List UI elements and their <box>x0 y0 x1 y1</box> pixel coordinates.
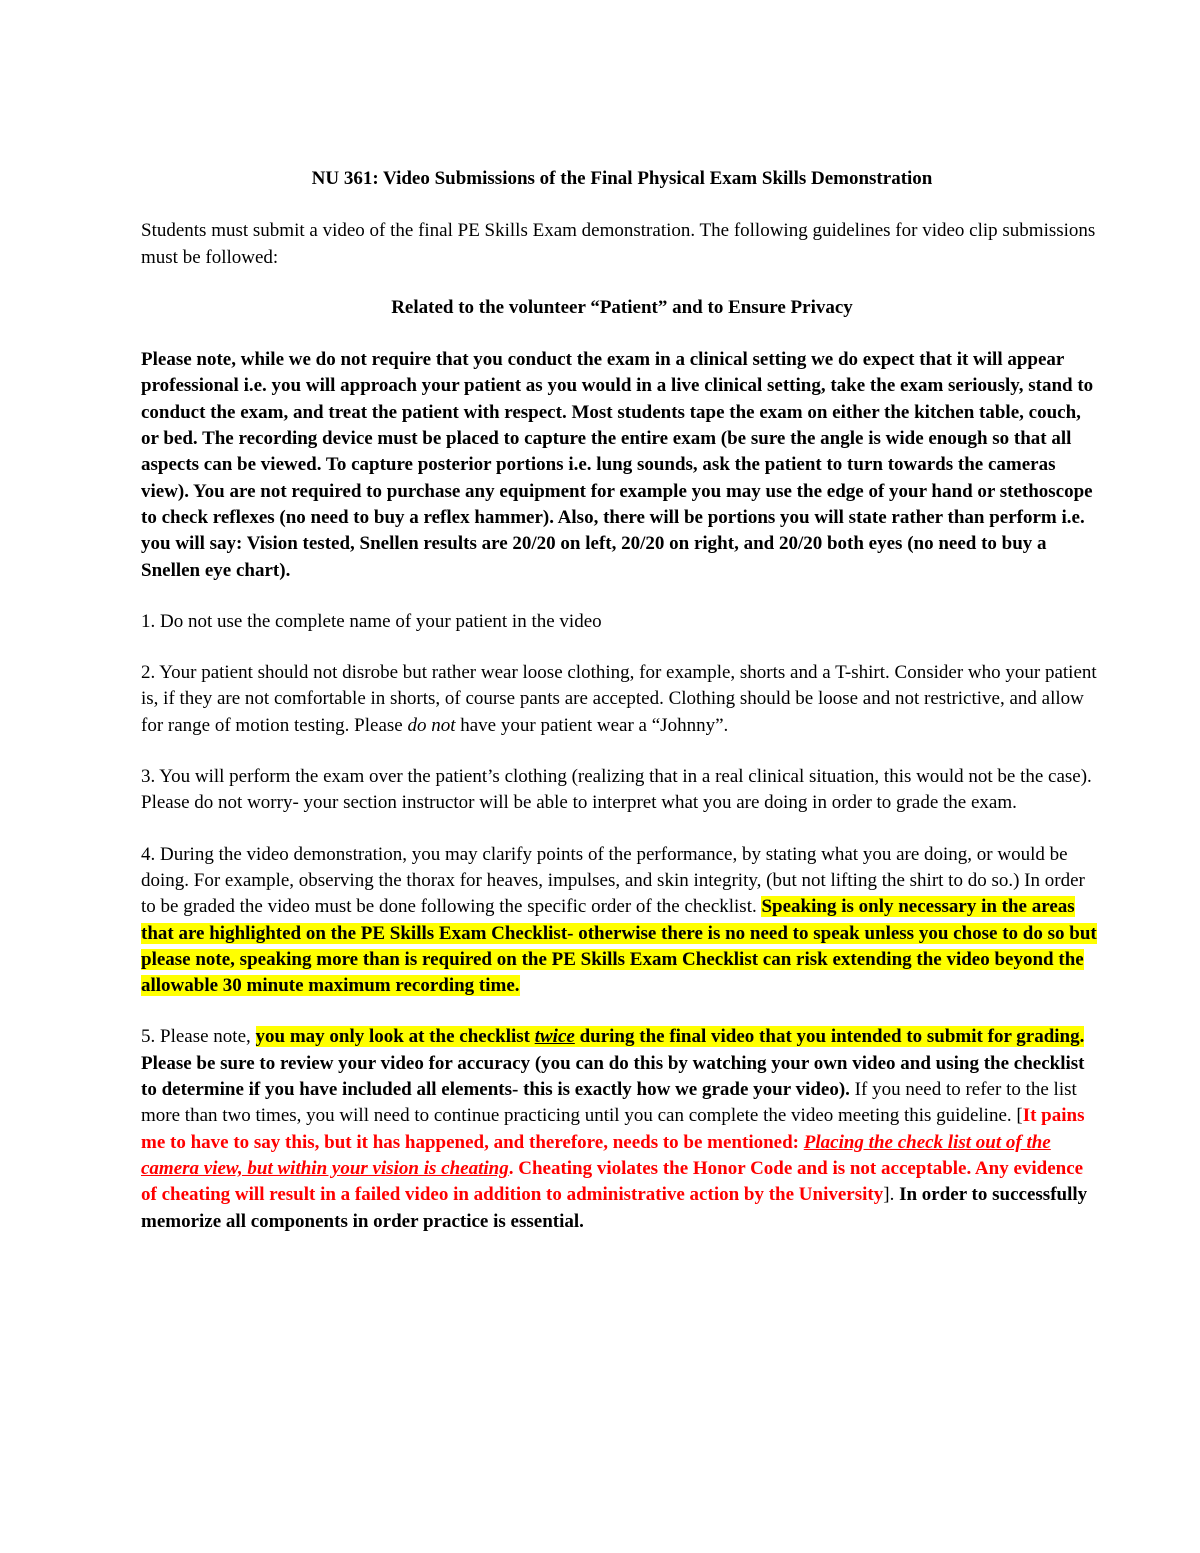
item2-text-end: have your patient wear a “Johnny”. <box>455 714 729 736</box>
item4-text: 4. During the video demonstration, you may clarify points of the performance, by stating what you are doing, or would be doing. For example, observing the thorax for heaves, impulses, and skin integrity, (but not lifting the shirt to do so.) In order to be graded the video must be done following the specific order of the checklist. <box>141 843 1085 918</box>
guideline-item-4 <box>141 842 1103 1000</box>
item5-close-bracket: ]. <box>883 1184 900 1206</box>
guideline-item-5 <box>141 1024 1103 1234</box>
item5-review-text: Please be sure to review your video for accuracy (you can do this by watching your own video and using the checklist to determine if you have included all elements- this is exactly how we grade your video). <box>141 1052 1085 1101</box>
item5-warning-text: It pains me to have to say this, but it has happened, and therefore, needs to be mentioned: <box>141 1105 1085 1153</box>
item5-twice-emphasis: twice <box>534 1026 575 1048</box>
item5-lead: 5. Please note, <box>141 1026 256 1048</box>
item5-cheating-emphasis: Placing the check list out of the camera view, but within your vision is cheating <box>141 1131 1051 1179</box>
guideline-item-2 <box>141 660 1103 739</box>
item5-highlight-start <box>256 1026 1085 1047</box>
item2-emphasis: do not <box>407 714 456 736</box>
document-title: NU 361: Video Submissions of the Final Physical Exam Skills Demonstration <box>311 168 933 189</box>
guideline-item-3: 3. You will perform the exam over the patient’s clothing (realizing that in a real clinical situation, this would not be the case). Please do not worry- your section instructor will be able to interpret what you are doing in order to grade the exam. <box>141 766 1092 814</box>
item5-plain-text: If you need to refer to the list more than two times, you will need to continue practicing until you can complete the video meeting this guideline. [ <box>141 1079 1077 1127</box>
item2-text: 2. Your patient should not disrobe but rather wear loose clothing, for example, shorts and a T-shirt. Consider who your patient is, if they are not comfortable in shorts, of course pants are accepted. Clothing should be loose and not restrictive, and allow for range of motion testing. Please <box>141 662 1097 736</box>
note-paragraph: Please note, while we do not require that you conduct the exam in a clinical setting we do expect that it will appear professional i.e. you will approach your patient as you would in a live clinical setting, take the exam seriously, stand to conduct the exam, and treat the patient with respect. Most students tape the exam on either the kitchen table, couch, or bed. The recording device must be placed to capture the entire exam (be sure the angle is wide enough so that all aspects can be viewed. To capture posterior portions i.e. lung sounds, ask the patient to turn towards the cameras view). You are not required to purchase any equipment for example you may use the edge of your hand or stethoscope to check reflexes (no need to buy a reflex hammer). Also, there will be portions you will state rather than perform i.e. you will say: Vision tested, Snellen results are 20/20 on left, 20/20 on right, and 20/20 both eyes (no need to buy a Snellen eye chart). <box>141 349 1094 581</box>
guideline-item-1: 1. Do not use the complete name of your patient in the video <box>141 610 602 632</box>
intro-paragraph: Students must submit a video of the final PE Skills Exam demonstration. The following guidelines for video clip submissions must be followed: <box>141 220 1096 268</box>
item4-highlighted-text: Speaking is only necessary in the areas that are highlighted on the PE Skills Exam Checklist- otherwise there is no need to speak unless you chose to do so but please note, speaking more than is required on the PE Skills Exam Checklist can risk extending the video beyond the allowable 30 minute maximum recording time. <box>141 896 1097 997</box>
item5-highlight-text-end: during the final video that you intended to submit for grading. <box>574 1026 1085 1048</box>
document-body <box>141 166 1103 1260</box>
item5-highlight-text: you may only look at the checklist <box>255 1026 535 1048</box>
item5-warning-text-end: . Cheating violates the Honor Code and is not acceptable. Any evidence of cheating will result in a failed video in addition to administrative action by the University <box>141 1157 1084 1206</box>
item5-final-text: In order to successfully memorize all components in order practice is essential. <box>141 1184 1088 1232</box>
section-heading: Related to the volunteer “Patient” and to Ensure Privacy <box>391 296 853 318</box>
